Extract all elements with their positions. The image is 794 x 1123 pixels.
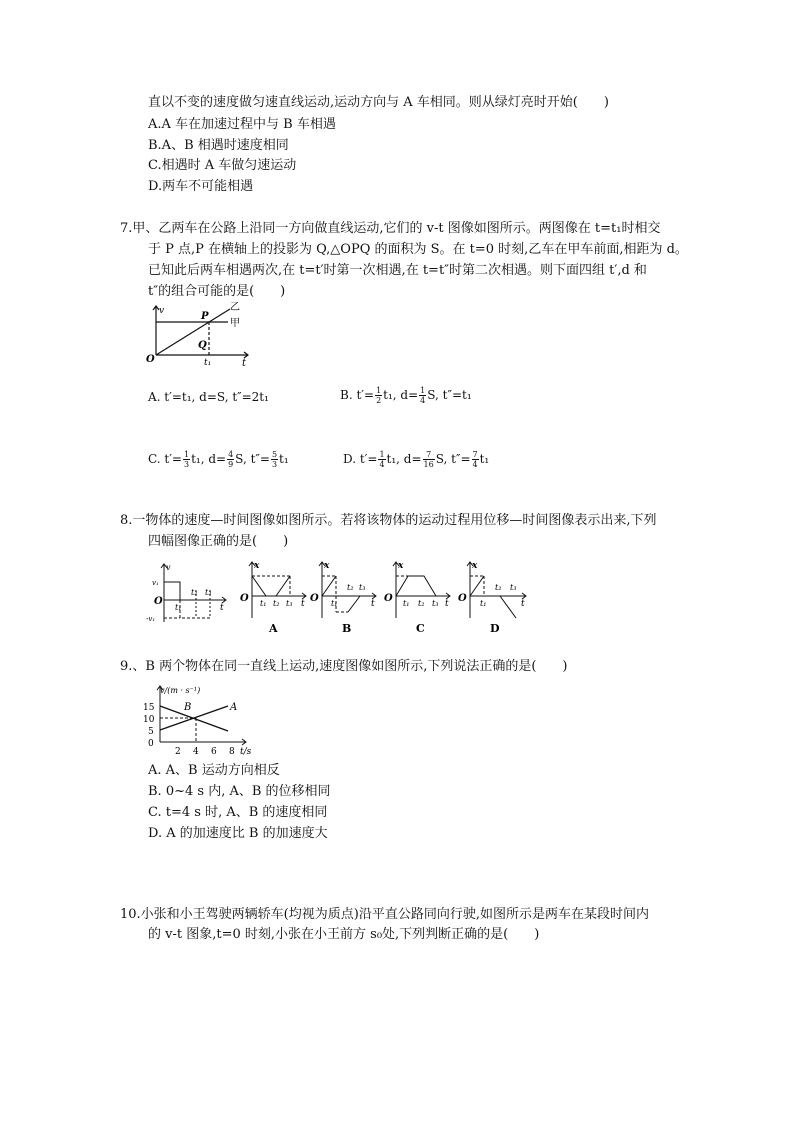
q8-graph-c-t3: t₃: [432, 599, 439, 608]
q8-figures: [144, 560, 534, 640]
q8-vt-nv1-label: -v₁: [146, 615, 156, 623]
q9-xtick-4: 4: [193, 747, 199, 757]
q8-vt-t2-label: t₂: [191, 588, 198, 597]
q9-y-label: v/(m · s⁻¹): [160, 686, 201, 695]
q9-ytick-10: 10: [143, 715, 155, 725]
q7-option-d: D. t′= $\frac{1}{4}$ t₁, d= $\frac{7}{16}$ S, t″= $\frac{7}{4}$ t₁: [343, 450, 490, 469]
q8-graph-c-x: x: [398, 561, 404, 571]
q8-graph-b-o: O: [310, 593, 319, 604]
q7-v-label: v: [159, 306, 165, 316]
q8-vt-segment2: [180, 600, 210, 618]
q8-stem-line2: 四幅图像正确的是( ): [148, 534, 289, 549]
q10-stem-line1: 10.小张和小王驾驶两辆轿车(均视为质点)沿平直公路同向行驶,如图所示是两车在某段时间内: [120, 907, 649, 922]
q7-stem-line2: 于 P 点,P 在横轴上的投影为 Q,△OPQ 的面积为 S。在 t=0 时刻,乙车在甲车前面,相距为 d。: [148, 242, 688, 257]
q8-graph-d-line1: [470, 576, 484, 596]
q8-graph-a-t1: t₁: [260, 599, 267, 608]
q8-graph-d-o: O: [458, 593, 467, 604]
q7-yi-label: 乙: [230, 302, 240, 313]
q8-graph-c-t1: t₁: [403, 599, 410, 608]
q8-caption-c: C: [416, 622, 425, 635]
q10-stem-line2: 的 v-t 图象,t=0 时刻,小张在小王前方 s₀处,下列判断正确的是( ): [148, 927, 540, 942]
q7-t1-label: t₁: [204, 358, 212, 368]
q8-graph-c-t: t: [445, 599, 449, 609]
q8-graph-b-line1: [322, 576, 336, 596]
q8-graph-c-t2: t₂: [418, 599, 425, 608]
q8-graph-c-line: [396, 576, 436, 596]
q9-vt-graph: [140, 680, 270, 760]
q6-option-d: D.两车不可能相遇: [148, 179, 254, 194]
q8-vt-t-label: t: [220, 603, 224, 613]
q7-vt-graph: [144, 300, 254, 368]
q6-option-c: C.相遇时 A 车做匀速运动: [148, 158, 297, 173]
q6-option-b: B.A、B 相遇时速度相同: [148, 138, 289, 153]
q8-vt-v-label: v: [166, 563, 171, 572]
q7-p-label: P: [201, 311, 209, 322]
q8-caption-d: D: [490, 622, 500, 635]
q8-vt-segment1: [164, 582, 180, 600]
q8-graph-b-line2: [348, 596, 360, 612]
q7-stem-line1: 7.甲、乙两车在公路上沿同一方向做直线运动,它们的 v-t 图像如图所示。两图像在 t=t₁时相交: [120, 221, 661, 236]
q7-t-label: t: [242, 358, 247, 368]
q9-xtick-6: 6: [211, 747, 217, 757]
q8-graph-b-t2: t₂: [347, 583, 354, 592]
q8-graph-a-line1: [252, 576, 266, 596]
q8-graph-d-t: t: [521, 599, 525, 609]
q8-graph-b-t3: t₃: [359, 583, 366, 592]
q8-graph-a-t3: t₃: [286, 599, 293, 608]
q8-vt-v1-label: v₁: [152, 579, 159, 587]
q9-x-label: t/s: [240, 747, 252, 757]
q8-stem-line1: 8.一物体的速度—时间图像如图所示。若将该物体的运动过程用位移—时间图像表示出来,下列: [120, 513, 657, 528]
q9-ytick-15: 15: [143, 703, 155, 713]
q7-option-b: B. t′= $\frac{1}{2}$ t₁, d= $\frac{1}{4}$ S, t″=t₁: [340, 386, 472, 405]
q7-origin-label: O: [146, 354, 155, 365]
q8-graph-a-t2: t₂: [273, 599, 280, 608]
q7-option-a: A. t′=t₁, d=S, t″=2t₁: [148, 390, 269, 404]
q8-graph-b-t: t: [371, 599, 375, 609]
q8-graph-c-o: O: [384, 593, 393, 604]
q8-graph-d-x: x: [472, 561, 478, 571]
q7-stem-line3: 已知此后两车相遇两次,在 t=t′时第一次相遇,在 t=t″时第二次相遇。则下面四组 t′,d 和: [148, 263, 647, 278]
q8-graph-b-t1: t₁: [331, 599, 338, 608]
q9-xtick-2: 2: [175, 747, 181, 757]
q8-graph-a-x: x: [254, 561, 260, 571]
q8-graph-a-line2: [276, 576, 290, 596]
q8-graph-a-o: O: [240, 593, 249, 604]
q9-ytick-5: 5: [148, 727, 154, 737]
q9-option-b: B. 0~4 s 内, A、B 的位移相同: [148, 784, 331, 799]
q7-jia-label: 甲: [230, 318, 240, 329]
q8-graph-d-t1: t₁: [480, 599, 487, 608]
q6-stem: 直以不变的速度做匀速直线运动,运动方向与 A 车相同。则从绿灯亮时开始( ): [148, 95, 609, 110]
q9-option-d: D. A 的加速度比 B 的加速度大: [148, 826, 328, 841]
q8-vt-origin: O: [154, 596, 163, 607]
q7-q-label: Q: [198, 340, 207, 351]
q8-vt-t1-label: t₁: [175, 603, 182, 612]
q9-label-b: B: [184, 702, 192, 713]
q8-graph-a-t: t: [301, 599, 305, 609]
q8-caption-b: B: [342, 622, 352, 635]
q8-caption-a: A: [269, 622, 278, 635]
q9-ytick-0: 0: [148, 739, 154, 749]
q6-option-a: A.A 车在加速过程中与 B 车相遇: [148, 117, 336, 132]
q9-option-a: A. A、B 运动方向相反: [148, 763, 280, 778]
q9-option-c: C. t=4 s 时, A、B 的速度相同: [148, 805, 328, 820]
q7-stem-line4: t″的组合可能的是( ): [148, 284, 286, 299]
q7-line-yi: [156, 309, 230, 355]
q8-graph-d-t2: t₂: [495, 583, 502, 592]
q8-vt-t3-label: t₃: [205, 588, 212, 597]
q8-graph-d-line2: [500, 596, 516, 618]
q9-label-a: A: [230, 702, 238, 713]
q8-graph-b-x: x: [324, 561, 330, 571]
q8-graph-d-t3: t₃: [510, 583, 517, 592]
q9-xtick-8: 8: [229, 747, 235, 757]
q9-stem: 9.、B 两个物体在同一直线上运动,速度图像如图所示,下列说法正确的是( ): [120, 659, 568, 674]
q7-option-c: C. t′= $\frac{1}{3}$ t₁, d= $\frac{4}{9}$ S, t″= $\frac{5}{3}$ t₁: [148, 450, 289, 469]
